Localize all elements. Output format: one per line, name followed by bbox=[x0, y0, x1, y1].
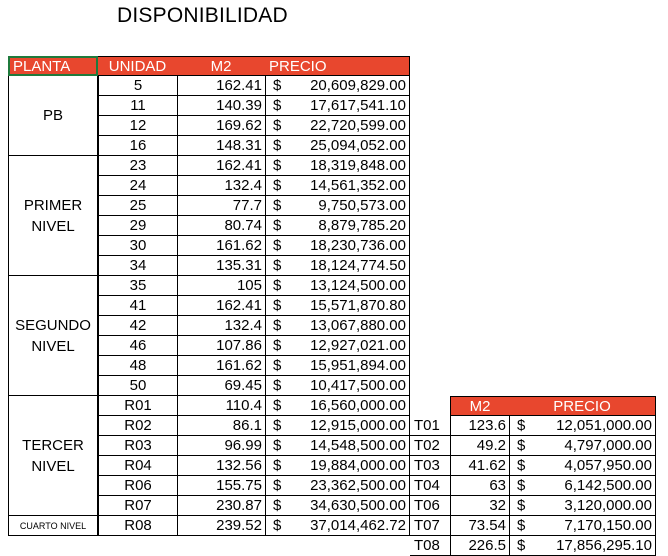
secondary-unidad-cell[interactable]: T04 bbox=[410, 476, 450, 496]
secondary-m2-cell[interactable]: 123.6 bbox=[450, 416, 509, 436]
unidad-cell[interactable]: 35 bbox=[98, 276, 177, 296]
currency-symbol: $ bbox=[273, 437, 282, 454]
currency-symbol: $ bbox=[273, 457, 282, 474]
planta-label[interactable]: PRIMER NIVEL bbox=[8, 156, 98, 276]
secondary-precio-cell[interactable]: 17,856,295.10 bbox=[509, 536, 656, 556]
unidad-cell[interactable]: 30 bbox=[98, 236, 177, 256]
precio-cell[interactable]: 34,630,500.00 bbox=[265, 496, 410, 516]
secondary-unidad-cell[interactable]: T07 bbox=[410, 516, 450, 536]
m2-cell[interactable]: 162.41 bbox=[177, 156, 265, 176]
m2-cell[interactable]: 132.4 bbox=[177, 316, 265, 336]
secondary-unidad-cell[interactable]: T02 bbox=[410, 436, 450, 456]
currency-symbol: $ bbox=[273, 357, 282, 374]
m2-cell[interactable]: 162.41 bbox=[177, 296, 265, 316]
currency-symbol: $ bbox=[517, 457, 526, 474]
secondary-unidad-cell[interactable]: T06 bbox=[410, 496, 450, 516]
currency-symbol: $ bbox=[517, 517, 526, 534]
unidad-cell[interactable]: R08 bbox=[98, 516, 177, 536]
m2-cell[interactable]: 161.62 bbox=[177, 356, 265, 376]
secondary-m2-cell[interactable]: 41.62 bbox=[450, 456, 509, 476]
currency-symbol: $ bbox=[273, 517, 282, 534]
precio-cell[interactable]: 9,750,573.00 bbox=[265, 196, 410, 216]
header-unidad[interactable]: UNIDAD bbox=[98, 56, 177, 76]
m2-cell[interactable]: 77.7 bbox=[177, 196, 265, 216]
currency-symbol: $ bbox=[273, 77, 282, 94]
planta-label[interactable]: TERCER NIVEL bbox=[8, 396, 98, 516]
precio-cell[interactable]: 22,720,599.00 bbox=[265, 116, 410, 136]
unidad-cell[interactable]: 12 bbox=[98, 116, 177, 136]
unidad-cell[interactable]: 42 bbox=[98, 316, 177, 336]
secondary-precio-cell[interactable]: 4,057,950.00 bbox=[509, 456, 656, 476]
unidad-cell[interactable]: 5 bbox=[98, 76, 177, 96]
secondary-m2-cell[interactable]: 49.2 bbox=[450, 436, 509, 456]
m2-cell[interactable]: 132.56 bbox=[177, 456, 265, 476]
secondary-header-precio[interactable]: PRECIO bbox=[509, 396, 656, 416]
m2-cell[interactable]: 107.86 bbox=[177, 336, 265, 356]
m2-cell[interactable]: 169.62 bbox=[177, 116, 265, 136]
m2-cell[interactable]: 86.1 bbox=[177, 416, 265, 436]
m2-cell[interactable]: 239.52 bbox=[177, 516, 265, 536]
currency-symbol: $ bbox=[273, 117, 282, 134]
secondary-precio-cell[interactable]: 12,051,000.00 bbox=[509, 416, 656, 436]
m2-cell[interactable]: 105 bbox=[177, 276, 265, 296]
unidad-cell[interactable]: R02 bbox=[98, 416, 177, 436]
planta-label[interactable]: SEGUNDO NIVEL bbox=[8, 276, 98, 396]
planta-label[interactable]: PB bbox=[8, 76, 98, 156]
currency-symbol: $ bbox=[273, 217, 282, 234]
unidad-cell[interactable]: 50 bbox=[98, 376, 177, 396]
secondary-precio-cell[interactable]: 7,170,150.00 bbox=[509, 516, 656, 536]
unidad-cell[interactable]: 25 bbox=[98, 196, 177, 216]
currency-symbol: $ bbox=[517, 437, 526, 454]
m2-cell[interactable]: 80.74 bbox=[177, 216, 265, 236]
unidad-cell[interactable]: 34 bbox=[98, 256, 177, 276]
precio-cell[interactable]: 15,951,894.00 bbox=[265, 356, 410, 376]
precio-cell[interactable]: 25,094,052.00 bbox=[265, 136, 410, 156]
unidad-cell[interactable]: R07 bbox=[98, 496, 177, 516]
currency-symbol: $ bbox=[517, 497, 526, 514]
header-m2[interactable]: M2 bbox=[177, 56, 265, 76]
secondary-precio-cell[interactable]: 4,797,000.00 bbox=[509, 436, 656, 456]
m2-cell[interactable]: 135.31 bbox=[177, 256, 265, 276]
currency-symbol: $ bbox=[273, 197, 282, 214]
unidad-cell[interactable]: 48 bbox=[98, 356, 177, 376]
unidad-cell[interactable]: R06 bbox=[98, 476, 177, 496]
secondary-m2-cell[interactable]: 63 bbox=[450, 476, 509, 496]
currency-symbol: $ bbox=[273, 137, 282, 154]
currency-symbol: $ bbox=[273, 497, 282, 514]
precio-cell[interactable]: 12,915,000.00 bbox=[265, 416, 410, 436]
currency-symbol: $ bbox=[517, 477, 526, 494]
precio-cell[interactable]: 16,560,000.00 bbox=[265, 396, 410, 416]
header-planta[interactable]: PLANTA bbox=[8, 56, 98, 76]
unidad-cell[interactable]: 41 bbox=[98, 296, 177, 316]
page-title: DISPONIBILIDAD bbox=[117, 4, 288, 27]
precio-cell[interactable]: 18,319,848.00 bbox=[265, 156, 410, 176]
precio-cell[interactable]: 12,927,021.00 bbox=[265, 336, 410, 356]
unidad-cell[interactable]: R03 bbox=[98, 436, 177, 456]
precio-cell[interactable]: 19,884,000.00 bbox=[265, 456, 410, 476]
m2-cell[interactable]: 110.4 bbox=[177, 396, 265, 416]
precio-cell[interactable]: 23,362,500.00 bbox=[265, 476, 410, 496]
unidad-cell[interactable]: 23 bbox=[98, 156, 177, 176]
m2-cell[interactable]: 230.87 bbox=[177, 496, 265, 516]
currency-symbol: $ bbox=[517, 537, 526, 554]
secondary-unidad-cell[interactable]: T03 bbox=[410, 456, 450, 476]
precio-cell[interactable]: 14,548,500.00 bbox=[265, 436, 410, 456]
planta-label[interactable]: CUARTO NIVEL bbox=[8, 516, 98, 536]
precio-cell[interactable]: 20,609,829.00 bbox=[265, 76, 410, 96]
secondary-precio-cell[interactable]: 3,120,000.00 bbox=[509, 496, 656, 516]
currency-symbol: $ bbox=[273, 397, 282, 414]
secondary-m2-cell[interactable]: 73.54 bbox=[450, 516, 509, 536]
secondary-unidad-cell[interactable]: T08 bbox=[410, 536, 450, 556]
unidad-cell[interactable]: 16 bbox=[98, 136, 177, 156]
header-precio[interactable]: PRECIO bbox=[265, 56, 410, 76]
currency-symbol: $ bbox=[273, 157, 282, 174]
m2-cell[interactable]: 96.99 bbox=[177, 436, 265, 456]
currency-symbol: $ bbox=[273, 257, 282, 274]
currency-symbol: $ bbox=[273, 177, 282, 194]
m2-cell[interactable]: 162.41 bbox=[177, 76, 265, 96]
precio-cell[interactable]: 15,571,870.80 bbox=[265, 296, 410, 316]
currency-symbol: $ bbox=[273, 317, 282, 334]
precio-cell[interactable]: 18,124,774.50 bbox=[265, 256, 410, 276]
currency-symbol: $ bbox=[273, 417, 282, 434]
currency-symbol: $ bbox=[517, 417, 526, 434]
secondary-header-m2[interactable]: M2 bbox=[450, 396, 509, 416]
currency-symbol: $ bbox=[273, 297, 282, 314]
currency-symbol: $ bbox=[273, 277, 282, 294]
secondary-precio-cell[interactable]: 6,142,500.00 bbox=[509, 476, 656, 496]
unidad-cell[interactable]: 24 bbox=[98, 176, 177, 196]
m2-cell[interactable]: 155.75 bbox=[177, 476, 265, 496]
unidad-cell[interactable]: R01 bbox=[98, 396, 177, 416]
unidad-cell[interactable]: R04 bbox=[98, 456, 177, 476]
precio-cell[interactable]: 13,124,500.00 bbox=[265, 276, 410, 296]
currency-symbol: $ bbox=[273, 477, 282, 494]
currency-symbol: $ bbox=[273, 337, 282, 354]
currency-symbol: $ bbox=[273, 237, 282, 254]
precio-cell[interactable]: 18,230,736.00 bbox=[265, 236, 410, 256]
m2-cell[interactable]: 140.39 bbox=[177, 96, 265, 116]
precio-cell[interactable]: 8,879,785.20 bbox=[265, 216, 410, 236]
currency-symbol: $ bbox=[273, 97, 282, 114]
precio-cell[interactable]: 37,014,462.72 bbox=[265, 516, 410, 536]
precio-cell[interactable]: 13,067,880.00 bbox=[265, 316, 410, 336]
secondary-unidad-cell[interactable]: T01 bbox=[410, 416, 450, 436]
unidad-cell[interactable]: 11 bbox=[98, 96, 177, 116]
m2-cell[interactable]: 161.62 bbox=[177, 236, 265, 256]
m2-cell[interactable]: 132.4 bbox=[177, 176, 265, 196]
unidad-cell[interactable]: 46 bbox=[98, 336, 177, 356]
secondary-m2-cell[interactable]: 32 bbox=[450, 496, 509, 516]
precio-cell[interactable]: 14,561,352.00 bbox=[265, 176, 410, 196]
precio-cell[interactable]: 17,617,541.10 bbox=[265, 96, 410, 116]
precio-cell[interactable]: 10,417,500.00 bbox=[265, 376, 410, 396]
secondary-m2-cell[interactable]: 226.5 bbox=[450, 536, 509, 556]
m2-cell[interactable]: 148.31 bbox=[177, 136, 265, 156]
m2-cell[interactable]: 69.45 bbox=[177, 376, 265, 396]
currency-symbol: $ bbox=[273, 377, 282, 394]
unidad-cell[interactable]: 29 bbox=[98, 216, 177, 236]
